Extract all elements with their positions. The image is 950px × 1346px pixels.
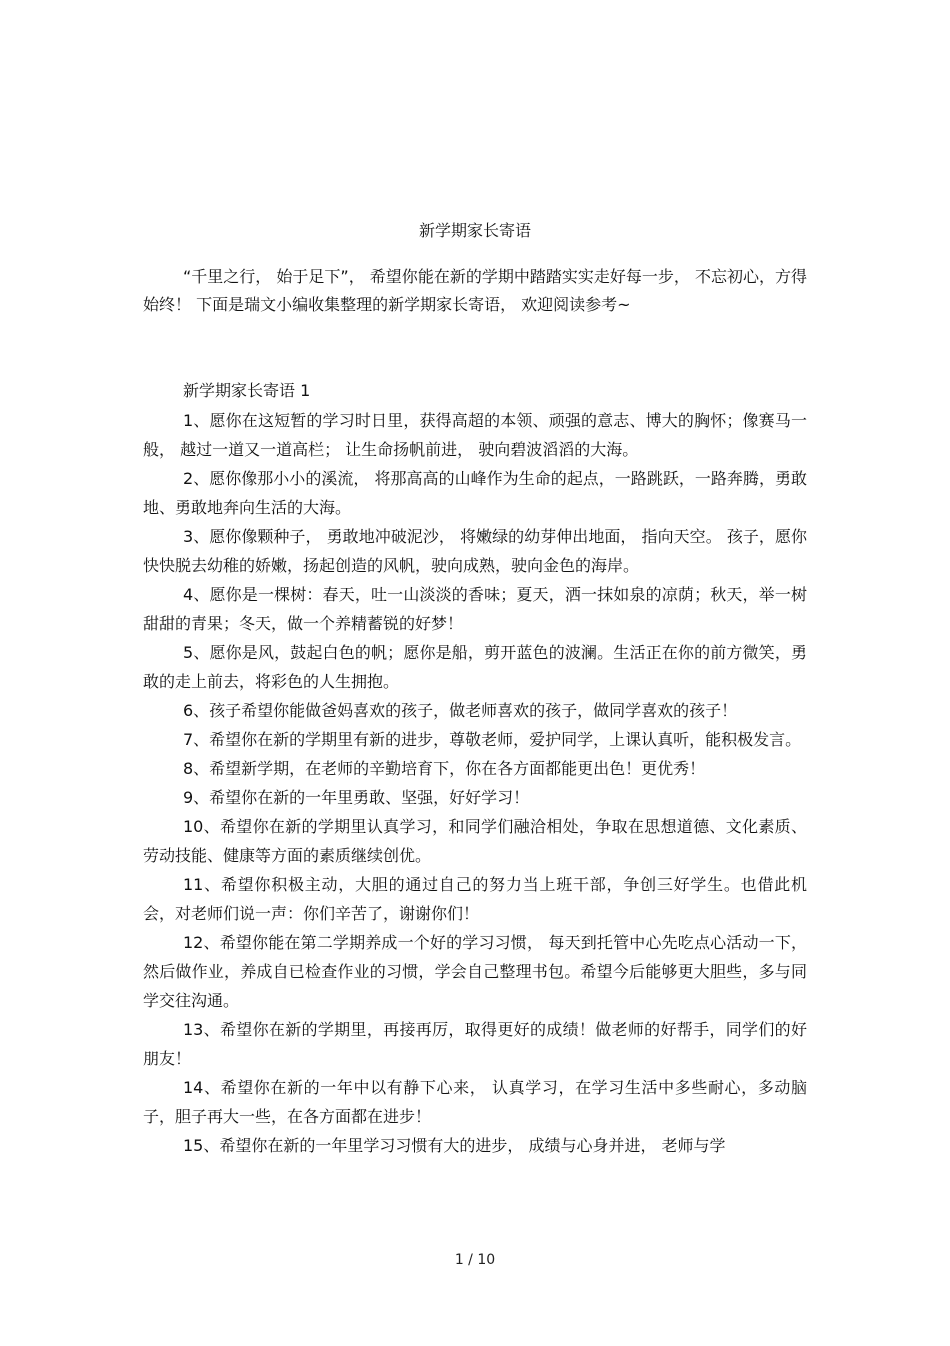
list-item: 11、希望你积极主动，大胆的通过自己的努力当上班干部，争创三好学生。也借此机会，对老师们说一声：你们辛苦了，谢谢你们！ xyxy=(143,875,807,923)
list-item: 6、孩子希望你能做爸妈喜欢的孩子，做老师喜欢的孩子，做同学喜欢的孩子！ xyxy=(183,701,738,720)
list-item: 4、愿你是一棵树：春天，吐一山淡淡的香味；夏天，洒一抹如泉的凉荫；秋天，举一树甜甜的青果；冬天，做一个养精蓄锐的好梦！ xyxy=(143,585,807,633)
list-item: 13、希望你在新的学期里，再接再厉，取得更好的成绩！做老师的好帮手，同学们的好朋友！ xyxy=(143,1020,807,1068)
list-item: 2、愿你像那小小的溪流， 将那高高的山峰作为生命的起点，一路跳跃，一路奔腾，勇敢地、勇敢地奔向生活的大海。 xyxy=(143,469,807,517)
page-number: 1 / 10 xyxy=(454,1252,496,1268)
list-item: 1、愿你在这短暂的学习时日里，获得高超的本领、顽强的意志、博大的胸怀；像赛马一般， 越过一道又一道高栏； 让生命扬帆前进， 驶向碧波滔滔的大海。 xyxy=(143,411,807,459)
intro-paragraph: “千里之行， 始于足下”， 希望你能在新的学期中踏踏实实走好每一步， 不忘初心，方得始终！ 下面是瑞文小编收集整理的新学期家长寄语， 欢迎阅读参考~ xyxy=(143,267,807,314)
list-item: 14、希望你在新的一年中以有静下心来， 认真学习，在学习生活中多些耐心，多动脑子，胆子再大一些，在各方面都在进步！ xyxy=(143,1078,807,1126)
message-list xyxy=(143,406,807,1160)
list-item: 15、希望你在新的一年里学习习惯有大的进步， 成绩与心身并进， 老师与学 xyxy=(183,1136,726,1155)
list-item: 7、希望你在新的学期里有新的进步，尊敬老师，爱护同学，上课认真听，能积极发言。 xyxy=(183,730,802,749)
list-item: 3、愿你像颗种子， 勇敢地冲破泥沙， 将嫩绿的幼芽伸出地面， 指向天空。 孩子，愿你快快脱去幼稚的娇嫩，扬起创造的风帆，驶向成熟，驶向金色的海岸。 xyxy=(143,527,807,575)
list-item: 8、希望新学期，在老师的辛勤培育下，你在各方面都能更出色！更优秀！ xyxy=(183,759,706,778)
list-item: 12、希望你能在第二学期养成一个好的学习习惯， 每天到托管中心先吃点心活动一下，然后做作业，养成自已检查作业的习惯，学会自己整理书包。希望今后能够更大胆些，多与同学交往沟通。 xyxy=(143,933,807,1010)
document-title: 新学期家长寄语 xyxy=(418,221,531,240)
list-item: 10、希望你在新的学期里认真学习，和同学们融洽相处，争取在思想道德、文化素质、劳动技能、健康等方面的素质继续创优。 xyxy=(143,817,807,865)
list-item: 5、愿你是风，鼓起白色的帆；愿你是船，剪开蓝色的波澜。生活正在你的前方微笑，勇敢的走上前去，将彩色的人生拥抱。 xyxy=(143,643,807,691)
section-heading: 新学期家长寄语 1 xyxy=(183,381,311,400)
list-item: 9、希望你在新的一年里勇敢、坚强，好好学习！ xyxy=(183,788,530,807)
